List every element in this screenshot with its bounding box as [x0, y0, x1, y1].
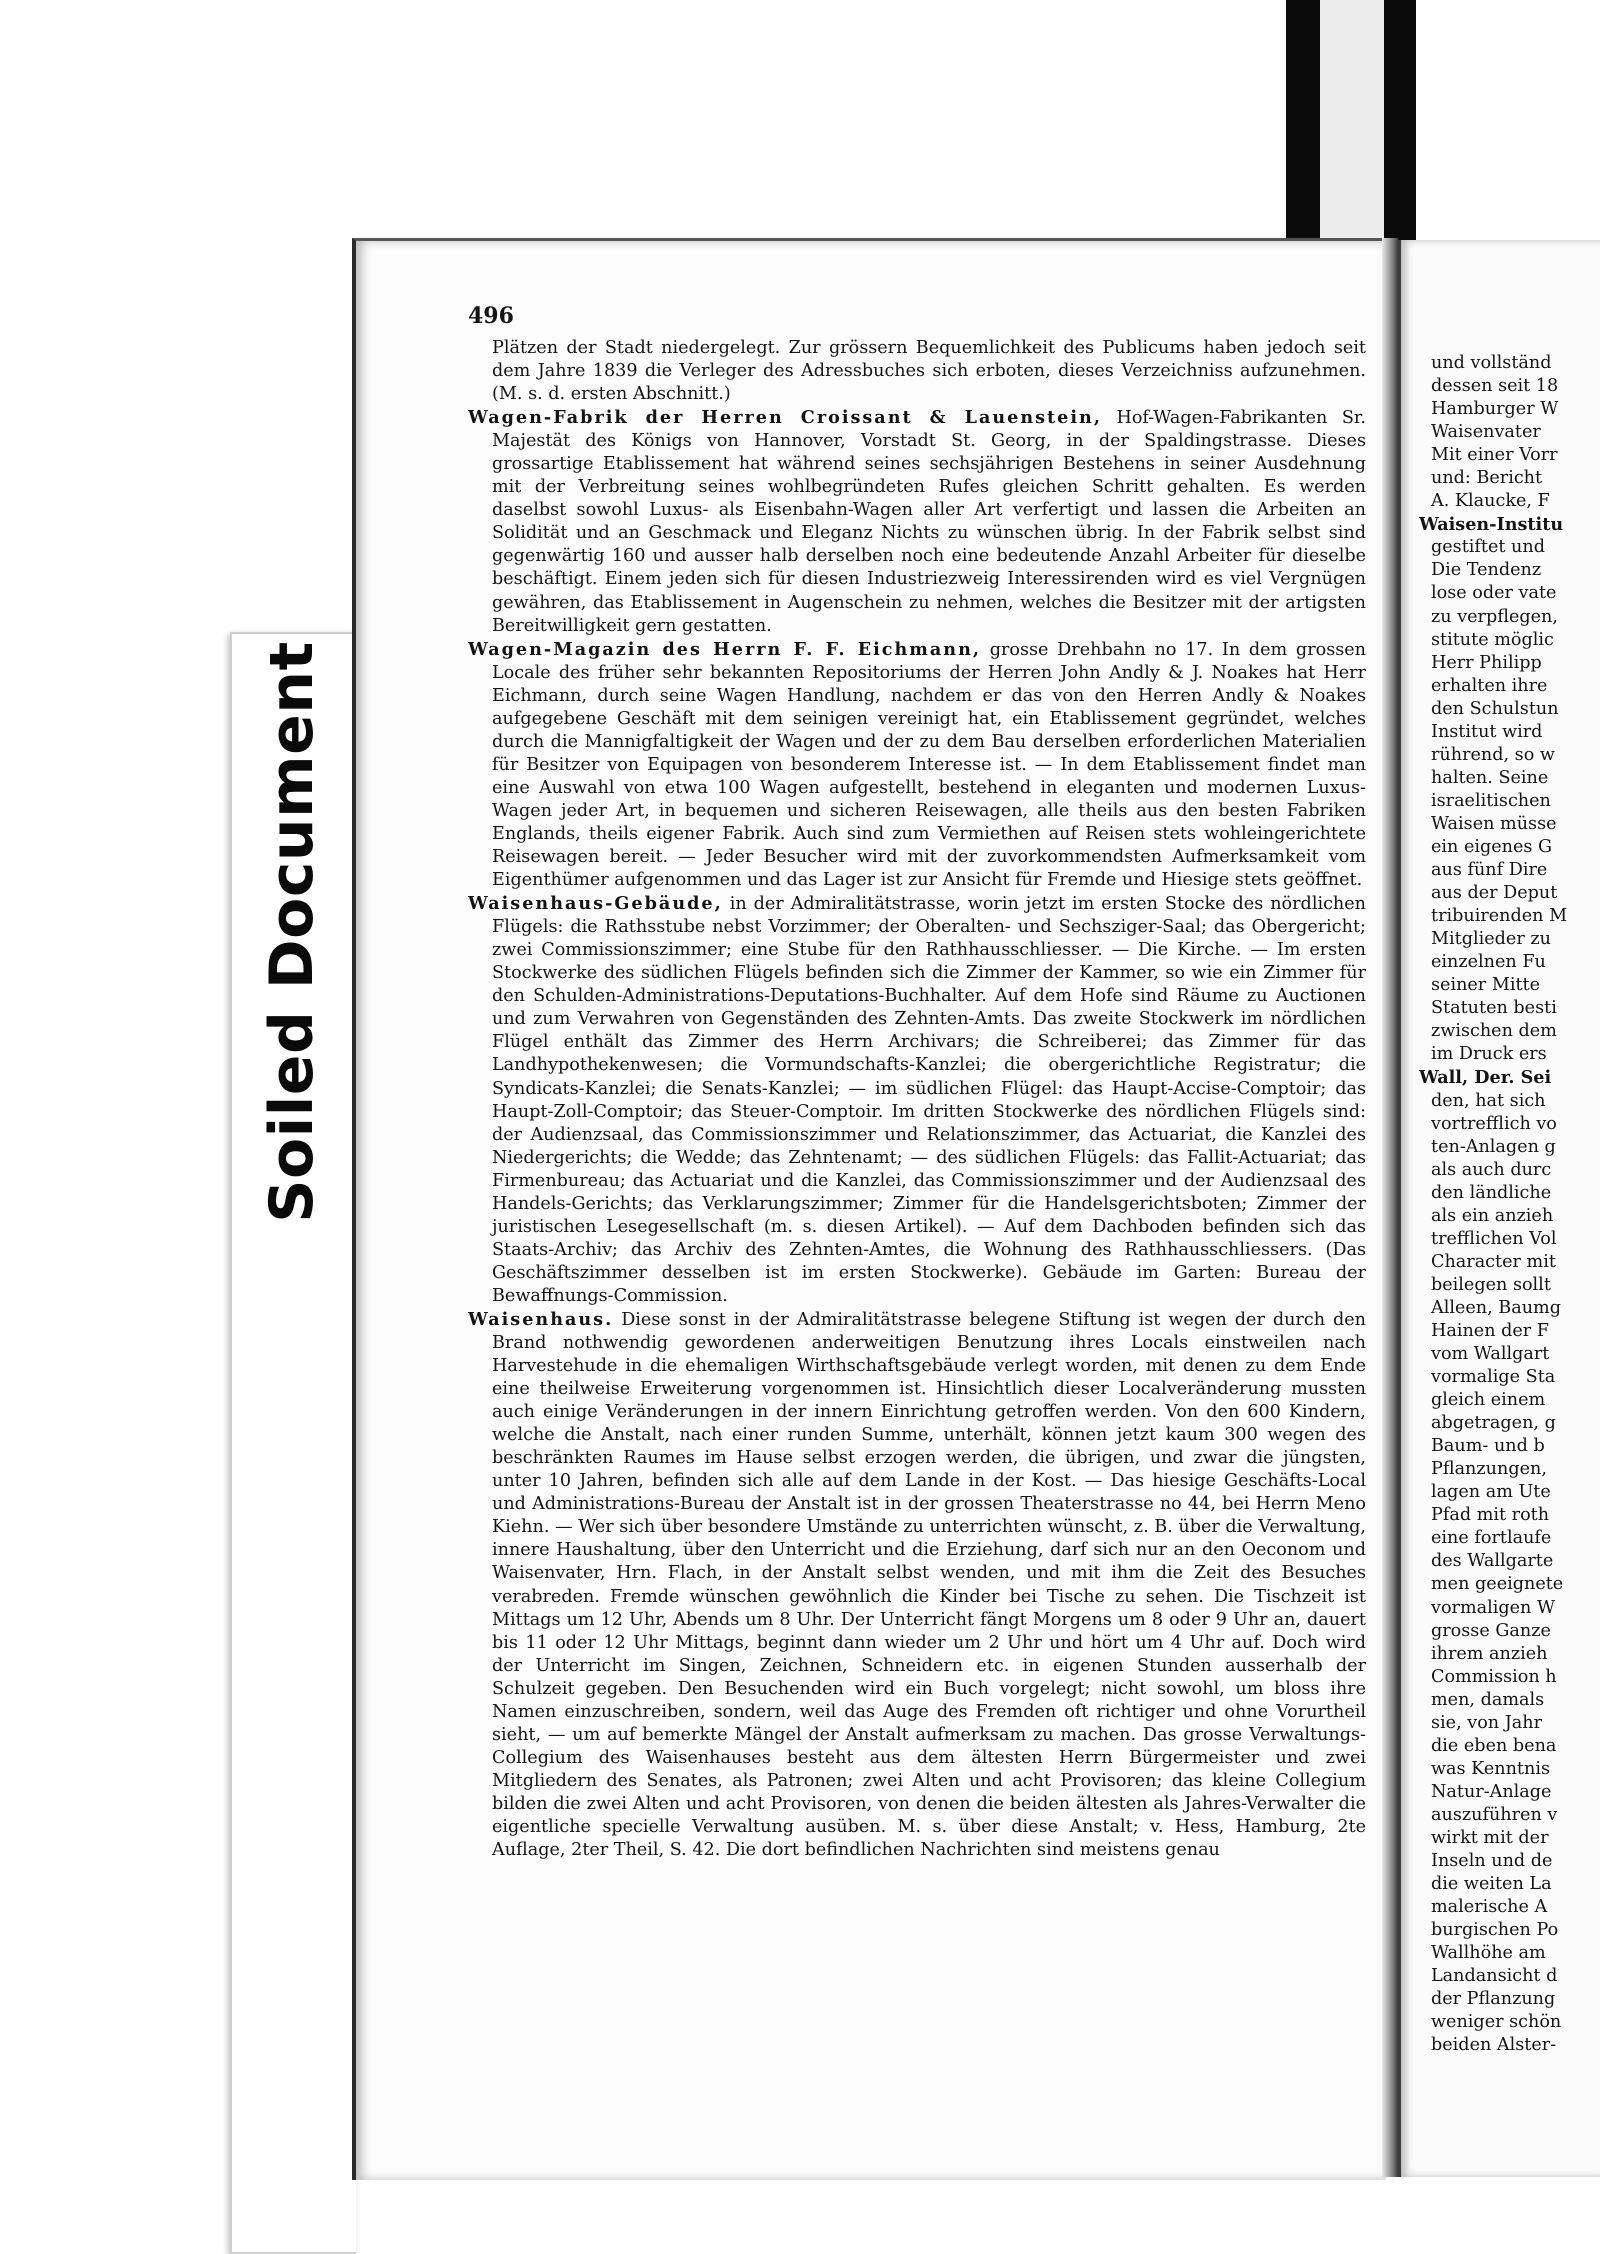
right-page-line: Herr Philipp: [1431, 652, 1542, 673]
right-page-line: zu verpflegen,: [1431, 606, 1558, 627]
right-page-line: gleich einem: [1431, 1390, 1546, 1411]
right-page-line: sie, von Jahr: [1431, 1712, 1542, 1733]
right-page-line: als ein anzieh: [1431, 1205, 1554, 1226]
right-page-line: Die Tendenz: [1431, 560, 1542, 581]
right-page-line: Pflanzungen,: [1431, 1459, 1547, 1480]
right-page-line: erhalten ihre: [1431, 675, 1548, 696]
book-gutter: [1382, 238, 1398, 2177]
right-page-line: beilegen sollt: [1431, 1274, 1551, 1295]
right-page-line: Hainen der F: [1431, 1320, 1550, 1341]
right-page-line: stitute möglic: [1431, 629, 1554, 650]
right-page-line: Hamburger W: [1431, 399, 1559, 420]
right-page-line: die eben bena: [1431, 1735, 1557, 1756]
entry-headword: Wagen-Fabrik der Herren Croissant & Lauenstein,: [468, 407, 1102, 429]
black-border-left: [1286, 0, 1320, 250]
right-page-line: A. Klaucke, F: [1431, 491, 1550, 512]
right-page-line: Alleen, Baumg: [1431, 1297, 1561, 1318]
right-page-line: wirkt mit der: [1431, 1828, 1549, 1848]
right-page-line: tribuirenden M: [1431, 906, 1568, 927]
right-page-line: des Wallgarte: [1431, 1551, 1554, 1572]
right-page-line: ein eigenes G: [1431, 836, 1553, 857]
dictionary-entry: [468, 1308, 1366, 1862]
entry-body: Plätzen der Stadt niedergelegt. Zur grössern Bequemlichkeit des Publicums haben jedoch seit dem Jahre 1839 die Verleger des Adressbuches sich erboten, dieses Verzeichniss aufzunehmen. (M. s. d. ersten Abschnitt.): [492, 338, 1366, 405]
right-page-line: zwischen dem: [1431, 1021, 1557, 1042]
right-page-line: die weiten La: [1431, 1874, 1552, 1895]
right-page-line: was Kenntnis: [1431, 1758, 1550, 1779]
dictionary-entry: [468, 406, 1366, 637]
right-page-line: israelitischen: [1431, 790, 1551, 811]
right-page-line: im Druck ers: [1431, 1044, 1547, 1065]
right-page-line: den ländliche: [1431, 1182, 1552, 1203]
entry-headword: Waisenhaus.: [468, 1308, 614, 1330]
right-page-line: Institut wird: [1431, 721, 1543, 742]
right-page-line: als auch durc: [1431, 1159, 1552, 1180]
right-page-line: den, hat sich: [1431, 1090, 1546, 1111]
right-page-line: aus der Deput: [1431, 883, 1558, 904]
right-page-line: Landansicht d: [1431, 1966, 1558, 1987]
right-page-column: [1419, 352, 1600, 2057]
right-page-line: men geeignete: [1431, 1574, 1564, 1595]
right-page-line: und vollständ: [1431, 353, 1552, 373]
right-page-line: Waisenvater: [1431, 422, 1541, 443]
entries-column: [468, 337, 1366, 1862]
scan-background-strip: [1320, 0, 1384, 250]
right-page-line: Natur-Anlage: [1431, 1781, 1552, 1802]
right-page-line: vormalige Sta: [1431, 1367, 1556, 1388]
right-page-line: vortrefflich vo: [1431, 1113, 1557, 1134]
right-page-line: Waisen-Institu: [1419, 514, 1564, 536]
right-page-line: und: Bericht: [1431, 468, 1543, 489]
dictionary-entry: [468, 638, 1366, 893]
right-page-line: vom Wallgart: [1431, 1344, 1550, 1365]
right-page-line: weniger schön: [1431, 2012, 1562, 2033]
right-page-line: Mit einer Vorr: [1431, 445, 1558, 466]
entry-headword: Waisenhaus-Gebäude,: [468, 893, 723, 915]
right-page-line: trefflichen Vol: [1431, 1228, 1557, 1249]
page-number: 496: [468, 303, 514, 329]
right-page-line: rührend, so w: [1431, 744, 1555, 765]
right-page: [1398, 240, 1600, 2177]
black-border-right: [1384, 0, 1416, 250]
right-page-line: lagen am Ute: [1431, 1482, 1551, 1503]
right-page-line: Statuten besti: [1431, 998, 1557, 1019]
right-page-line: vormaligen W: [1431, 1597, 1556, 1618]
right-page-line: Mitglieder zu: [1431, 929, 1551, 950]
right-page-line: men, damals: [1431, 1689, 1545, 1710]
right-page-line: ihrem anzieh: [1431, 1643, 1548, 1664]
right-page-line: burgischen Po: [1431, 1920, 1559, 1941]
entry-body: in der Admiralitätstrasse, worin jetzt im ersten Stocke des nördlichen Flügels: die Rathsstube nebst Vorzimmer; der Oberalten- und Sechsziger-Saal; das Obergericht; zwei Commissionszimmer; eine Stube für den Rathhausschliesser. — Die Kirche. — Im ersten Stockwerke des südlichen Flügels befinden sich die Zimmer der Kammer, so wie ein Zimmer für den Schulden-Administrations-Deputations-Buchhalter. Auf dem Hofe sind Räume zu Auctionen und zum Verwahren von Gegenständen des Zehnten-Amts. Das zweite Stockwerk im nördlichen Flügel enthält das Zimmer des Herrn Archivars; die Schreiberei; das Zimmer für das Landhypothekenwesen; die Vormundschafts-Kanzlei; die obergerichtliche Registratur; die Syndicats-Kanzlei; die Senats-Kanzlei; — im südlichen Flügel: das Haupt-Accise-Comptoir; das Haupt-Zoll-Comptoir; das Steuer-Comptoir. Im dritten Stockwerke des nördlichen Flügels sind: der Audienzsaal, das Commissionszimmer und Relationszimmer, das Actuariat, die Kanzlei des Niedergerichts; die Wedde; das Zehntenamt; — des südlichen Flügels: das Fallit-Actuariat; das Firmenbureau; das Actuariat und die Kanzlei, das Commissionszimmer und der Audienzsaal des Handels-Gerichts; das Verklarungszimmer; Zimmer für die Handelsgerichtsboten; Zimmer der juristischen Lesegesellschaft (m. s. diesen Artikel). — Auf dem Dachboden befinden sich das Staats-Archiv; das Archiv des Zehnten-Amtes, die Wohnung des Rathhausschliessers. (Das Geschäftszimmer desselben ist im ersten Stockwerke). Gebäude im Garten: Bureau der Bewaffnungs-Commission.: [492, 894, 1366, 1306]
right-page-line: aus fünf Dire: [1431, 860, 1548, 881]
entry-body: Diese sonst in der Admiralitätstrasse belegene Stiftung ist wegen der durch den Brand nothwendig gewordenen anderweitigen Benutzung ihres Locals einstweilen nach Harvestehude in die ehemaligen Wirthschaftsgebäude verlegt worden, mit denen zu dem Ende eine theilweise Erweiterung vorgenommen ist. Hinsichtlich dieser Localveränderung mussten auch einige Veränderungen in der innern Einrichtung getroffen werden. Von den 600 Kindern, welche die Anstalt, nach einer runden Summe, unterhält, können jetzt kaum 300 wegen des beschränkten Raumes im Hause selbst erzogen werden, die übrigen, und zwar die jüngsten, unter 10 Jahren, befinden sich alle auf dem Lande in der Kost. — Das hiesige Geschäfts-Local und Administrations-Bureau der Anstalt ist in der grossen Theaterstrasse no 44, bei Herrn Meno Kiehn. — Wer sich über besondere Umstände zu unterrichten wünscht, z. B. über die Verwaltung, innere Haushaltung, über den Unterricht und die Erziehung, darf sich nur an den Oeconom und Waisenvater, Hrn. Flach, in der Anstalt selbst wenden, und mit ihm die Zeit des Besuches verabreden. Fremde wünschen gewöhnlich die Kinder bei Tische zu sehen. Die Tischzeit ist Mittags um 12 Uhr, Abends um 8 Uhr. Der Unterricht fängt Morgens um 8 oder 9 Uhr an, dauert bis 11 oder 12 Uhr Mittags, beginnt dann wieder um 2 Uhr und hört um 4 Uhr auf. Doch wird der Unterricht im Singen, Zeichnen, Schneidern etc. in eigenen Stunden ausserhalb der Schulzeit gegeben. Den Besuchenden wird ein Buch vorgelegt; nicht sowohl, um bloss ihre Namen einzuschreiben, sondern, weil das Auge des Fremden oft richtiger und ohne Vorurtheil sieht, — um auf bemerkte Mängel der Anstalt aufmerksam zu machen. Das grosse Verwaltungs-Collegium des Waisenhauses besteht aus dem ältesten Herrn Bürgermeister und zwei Mitgliedern des Senates, als Patronen; zwei Alten und acht Provisoren; das kleine Collegium bilden die zwei Alten und acht Provisoren, von denen die beiden ältesten als Jahres-Verwalter die eigentliche specielle Verwaltung ausüben. M. s. über diese Anstalt; v. Hess, Hamburg, 2te Auflage, 2ter Theil, S. 42. Die dort befindlichen Nachrichten sind meistens genau: [492, 1309, 1366, 1861]
right-page-line: der Pflanzung: [1431, 1989, 1556, 2010]
right-page-line: Wallhöhe am: [1431, 1943, 1546, 1964]
right-page-line: auszuführen v: [1431, 1804, 1558, 1825]
right-page-line: seiner Mitte: [1431, 975, 1541, 996]
right-page-line: Character mit: [1431, 1251, 1556, 1272]
right-page-line: ten-Anlagen g: [1431, 1136, 1556, 1157]
soiled-document-label: Soiled Document: [257, 641, 327, 1223]
dictionary-entry: [468, 892, 1366, 1308]
entry-body: Hof-Wagen-Fabrikanten Sr. Majestät des Königs von Hannover, Vorstadt St. Georg, in der Spaldingstrasse. Dieses grossartige Etablissement hat während seines sechsjährigen Bestehens in seiner Ausdehnung mit der Verbreitung seines wohlbegründeten Rufes gleichen Schritt gehalten. Es werden daselbst sowohl Luxus- als Eisenbahn-Wagen aller Art verfertigt und lassen die Arbeiten an Solidität und an Geschmack und Eleganz Nichts zu wünschen übrig. In der Fabrik selbst sind gegenwärtig 160 und ausser halb derselben noch eine bedeutende Anzahl Arbeiter für dieselbe beschäftigt. Einem jeden sich für diesen Industriezweig Interessirenden wird es viel Vergnügen gewähren, das Etablissement in Augenschein zu nehmen, welches die Besitzer mit der artigsten Bereitwilligkeit gern gestatten.: [492, 408, 1366, 636]
entry-headword: Wagen-Magazin des Herrn F. F. Eichmann,: [468, 638, 982, 660]
right-page-line: einzelnen Fu: [1431, 952, 1546, 973]
dictionary-entry: [468, 337, 1366, 406]
right-page-line: lose oder vate: [1431, 583, 1557, 604]
right-page-line: Pfad mit roth: [1431, 1505, 1550, 1526]
right-page-line: Inseln und de: [1431, 1851, 1553, 1872]
right-page-line: Wall, Der. Sei: [1419, 1067, 1552, 1089]
right-page-line: abgetragen, g: [1431, 1413, 1556, 1434]
right-page-line: beiden Alster-: [1431, 2035, 1557, 2056]
right-page-line: eine fortlaufe: [1431, 1528, 1552, 1549]
right-page-line: Baum- und b: [1431, 1436, 1545, 1457]
right-page-line: Waisen müsse: [1431, 813, 1557, 834]
left-page: [352, 238, 1386, 2180]
right-page-line: halten. Seine: [1431, 767, 1549, 788]
right-page-line: gestiftet und: [1431, 537, 1545, 558]
right-page-line: Commission h: [1431, 1666, 1557, 1687]
right-page-line: dessen seit 18: [1431, 376, 1559, 397]
right-page-line: malerische A: [1431, 1897, 1548, 1918]
entry-body: grosse Drehbahn no 17. In dem grossen Locale des früher sehr bekannten Repositoriums der Herren John Andly & J. Noakes hat Herr Eichmann, durch seine Wagen Handlung, nachdem er das von den Herren Andly & Noakes aufgegebene Geschäft mit dem seinigen vereinigt hat, ein Etablissement gegründet, welches durch die Mannigfaltigkeit der Wagen und der zu dem Bau derselben erforderlichen Materialien für Besitzer von Equipagen von besonderem Interesse ist. — In dem Etablissement findet man eine Auswahl von etwa 100 Wagen aufgestellt, bestehend in eleganten und modernen Luxus-Wagen jeder Art, in bequemen und sicheren Reisewagen, alle theils aus den besten Fabriken Englands, theils eigener Fabrik. Auch sind zum Vermiethen auf Reisen stets wohleingerichtete Reisewagen bereit. — Jeder Besucher wird mit der zuvorkommendsten Aufmerksamkeit vom Eigenthümer aufgenommen und das Lager ist zur Ansicht für Fremde und Hiesige stets geöffnet.: [492, 639, 1366, 891]
right-page-line: grosse Ganze: [1431, 1620, 1551, 1641]
right-page-line: den Schulstun: [1431, 698, 1559, 719]
